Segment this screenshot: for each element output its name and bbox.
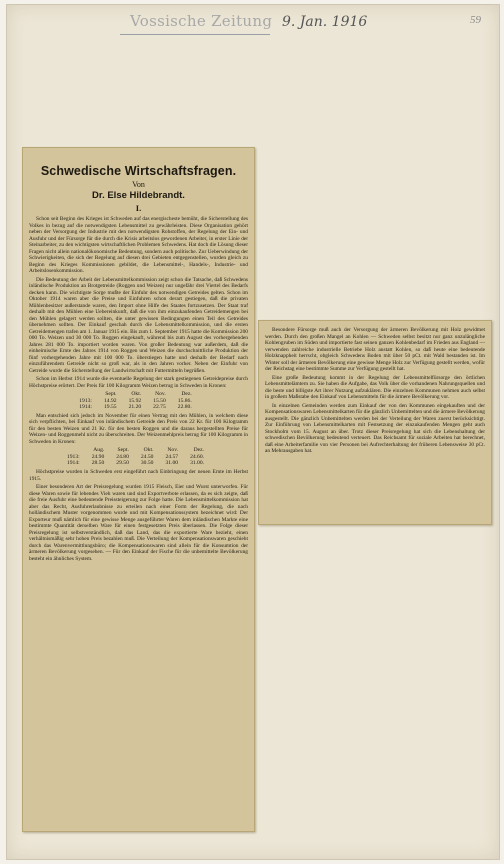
table-row: 1913: 24.90 24.80 24.50 24.57 24.60. bbox=[66, 453, 205, 460]
table-row: 1913: 14.92 15.92 15.50 15.86. bbox=[79, 397, 192, 404]
continuation-clipping bbox=[258, 320, 492, 525]
article-clipping bbox=[22, 147, 255, 832]
article-body bbox=[23, 216, 254, 562]
continuation-body bbox=[259, 321, 491, 455]
paragraph: Besondere Fürsorge muß auch der Versorgung der ärmeren Bevölkerung mit Holz gewidmet werden. Durch den großen Mangel an Kohlen — Schweden selbst besitzt nur ganz unzulängliche Kohlengruben im Süden und importierte fast seinen ganzen Kohlenbedarf im Frieden aus England — verwenden zahlreiche industrielle Betriebe Holz anstatt Kohlen, so daß heute eine bedeutende Holzknappheit herrscht, obgleich Schwedens Boden mit über 50 pCt. mit Wald bestanden ist. Im Winter soll der ärmeren Bevölkerung eine gewisse Menge Holz zur Verfügung gestellt werden, wofür der Reichstag eine bestimmte Summe zur Verfügung gestellt hat. bbox=[265, 327, 485, 372]
paragraph: Eine große Bedeutung kommt in der Regelung der Lebensmittelfürsorge den örtlichen Lebensmittelämtern zu. Sie haben die Aufgabe, das Volk über die vorhandenen Nahrungsquellen und die beste und billigste Art ihrer Nutzung aufzuklären. Die einzelnen Kommunen nehmen auch selbst in großem Maßstabe den Einkauf von Lebensmitteln für die ärmere Bevölkerung vor. bbox=[265, 374, 485, 400]
table-header-row: Aug. Sept. Okt. Nov. Dez. bbox=[93, 447, 205, 454]
table-header-row: Sept. Okt. Nov. Dez. bbox=[105, 391, 192, 397]
table-row: 1914: 28.50 29.50 30.50 31.00 31.00. bbox=[66, 460, 205, 467]
wheat-price-table bbox=[79, 391, 198, 411]
section-number: I. bbox=[135, 203, 142, 213]
paragraph: Schon seit Beginn des Krieges ist Schweden auf das energischeste bemüht, die Sicherstellung des Volkes in bezug auf die notwendigsten Lebensmittel zu gewährleisten. Diese Organisation gehört neben der Versorgung der Industrie mit den notwendigsten Rohstoffen, der Regelung der Ein- und Ausfuhr und der Fürsorge für die durch die Krisis arbeitslos gewordenen Arbeiter, in erster Linie der Steinarbeiter, zu den wichtigsten wirtschaftlichen Problemen Schwedens. Hat doch die Lösung dieser Fragen nicht allein nationalökonomische Bedeutung, sondern auch politische. Zur Ueberwindung der Schwierigkeiten, die sich der Regelung auf diesen drei Gebieten entgegenstellen, wurden gleich zu Beginn des Krieges Kommissionen gebildet, die Lebensmittel-, Handels-, Industrie- und Arbeitslosenkommission. bbox=[29, 216, 248, 274]
byline-von: Von bbox=[132, 180, 145, 189]
paragraph: Höchstpreise wurden in Schweden erst eingeführt nach Einbringung der neuen Ernte im Herbst 1915. bbox=[29, 469, 248, 482]
paragraph: Einer besonderen Art der Preisregelung wurden 1915 Fleisch, Eier und Wurst unterworfen. Für diese Waren sowie für lebendes Vieh waren und sind Exportverbote erlassen, da es sich zeigte, daß die freie Ausfuhr eine bedeutende Preissteigerung zur Folge hatte. Die Lebensmittelkommission hat aber das Recht, Ausfuhrerlaubnisse zu erteilen nach einer Form der Regelung, die nach holländischem Muster vorgenommen wurde und mit Kompensationssystem bezeichnet wird: Der Exporteur muß nämlich für eine gewisse Menge ausgeführter Waren dem inländischen Markte eine bestimmte Quantität derselben Ware für einen festgesetzten Preis überlassen. Die Folge dieser Preisregelung ist selbstverständlich, daß das Land, das die exportierte Ware bezieht, einen verhältnismäßig sehr hohen Preis bezahlen muß. Die Verteilung der Kompensationswaren geschieht durch das Warenvermittlungsbüro; die Kompensationswaren sind allein für die Konsumtion der ärmeren Bevölkerung vorgesehen. — Für den Einkauf der Fische für die unbemittelte Bevölkerung besteht ein ähnliches System. bbox=[29, 484, 248, 562]
flour-price-table bbox=[67, 447, 210, 467]
article-title: Schwedische Wirtschaftsfragen. bbox=[40, 164, 237, 178]
newspaper-name: Vossische Zeitung bbox=[130, 12, 273, 30]
handwritten-date: 9. Jan. 1916 bbox=[282, 14, 368, 30]
header-rule bbox=[120, 34, 270, 35]
paragraph: Man entschied sich jedoch im November für einen Vertrag mit den Mühlen, in welchem diese sich verpflichten, bei Einkauf von inländischem Getreide den Preis von 22 Kr. für 100 Kilogramm für den besten Weizen und 21 Kr. für den besten Roggen und die daraus hergestellten Preise für Weizen- und Roggenmehl nicht zu überschreiten. Der Weizenmehlpreis betrug für 100 Kilogramm in Schweden in Kronen: bbox=[29, 412, 248, 445]
table-row: 1914: 19.55 21.20 22.75 22.80. bbox=[79, 404, 192, 411]
paragraph: In einzelnen Gemeinden werden zum Einkauf der von den Kommunen eingekauften und der Kompensationswaren Lebensmittelkarten für die gänzlich Unbemittelten und die ärmere Bevölkerung ausgestellt. Die gänzlich Unbemittelten werden bei der Verteilung der Waren zuerst berücksichtigt. Zur Einführung von Lebensmittelkarten mit Festsetzung der einzukaufenden Mengen geht auch Stockholm vom 15. August an über. Trotz dieser Preisregelung hat sich die Lebenshaltung der schwedischen Bevölkerung bedeutend verteuert. Das Reichsamt für soziale Arbeiten hat berechnet, daß eine Arbeiterfamilie von vier Personen bei Aufrechterhaltung der früheren Lebensweise 30 pCt. an Mehrausgaben hat. bbox=[265, 402, 485, 454]
article-author: Dr. Else Hildebrandt. bbox=[92, 190, 185, 201]
paragraph: Die Bedeutung der Arbeit der Lebensmittelkommission zeigt schon die Tatsache, daß Schwedens inländische Produktion an Brotgetreide (Roggen und Weizen) nur ungefähr drei Viertel des Bedarfs decken kann. Die wichtigste Sorge mußte der Einfuhr des notwendigen Getreides gelten. Schon im Oktober 1914 waren aber die Preise und Einfuhren schon derart gestiegen, daß die privaten Mühlenbesitzer außerstande waren, den Import ohne Hilfe des Staates fortzusetzen. Der Staat traf deshalb mit den Mühlen eine Uebereinkunft, daß die von ihm einzukaufenden Getreidemengen bei den Mühlen gelagert werden sollten, die unter gewissen Bedingungen einen Teil des Getreides übernehmen sollten. Der Einkauf geschah durch die Lebensmittelkommission, und die ersten Getreidemengen trafen am 1. Januar 1915 ein. Bis zum 1. September 1915 hatte die Kommission 200 000 To. Weizen und 30 000 To. Roggen eingekauft, während bis zum August des vorhergehenden Jahres 281 000 To. importiert worden waren. Von großer Bedeutung war außerdem, daß die einheimische Ernte des Jahres 1914 von Roggen und Weizen die durchschnittliche Produktion der fünf vorhergehenden Jahre mit 100 000 To. überstiegen hatte und deshalb der Bedarf nach einzuführendem Getreide nicht so groß war, als in den Jahren vorher. Neben der Einfuhr von Getreide wurde die Sicherstellung der Landwirtschaft mit Futtermitteln begrüßen. bbox=[29, 276, 248, 374]
paragraph: Schon im Herbst 1914 wurde die eventuelle Regelung der stark gestiegenen Getreidepreise durch Höchstpreise erörtert. Der Preis für 100 Kilogramm Weizen betrug in Schweden in Kronen: bbox=[29, 376, 248, 389]
page-number: 59 bbox=[470, 14, 481, 26]
